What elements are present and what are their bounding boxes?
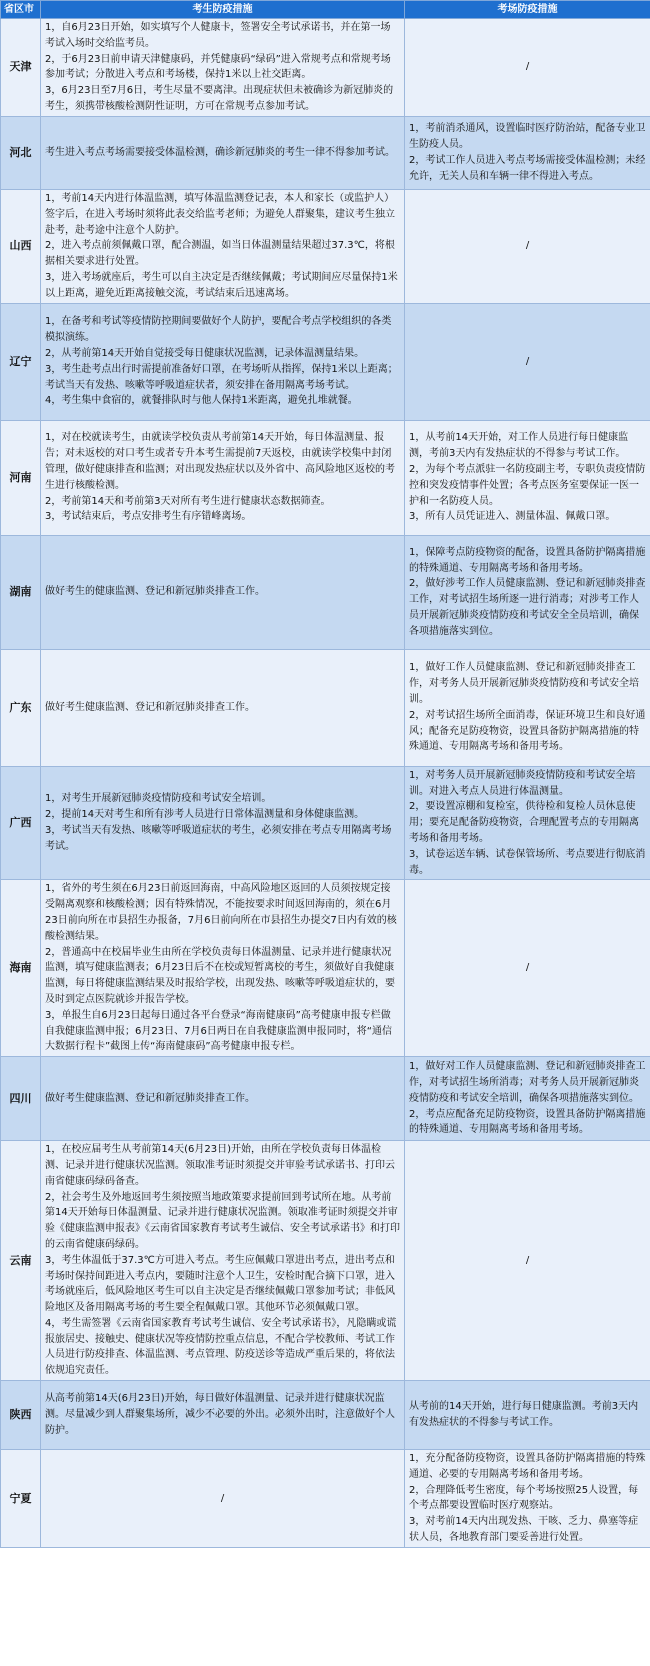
candidate-measures-cell (41, 1381, 405, 1450)
measure-paragraph: 2，进入考点前须佩戴口罩，配合测温，如当日体温测量结果超过37.3℃，将根据相关要求进行处置。 (45, 240, 395, 268)
table-body (1, 19, 650, 1548)
site-measures-cell (405, 116, 650, 189)
measure-paragraph: / (220, 1492, 225, 1504)
candidate-measures-cell (41, 1141, 405, 1381)
measure-paragraph: 2，社会考生及外地返回考生须按照当地政策要求提前回到考试所在地。从考前第14天开始每日体温测量、记录并进行健康状况监测。领取准考证时须提交并审验《健康监测申报表》《云南省国家教育考试考生诚信、安全考试承诺书》和打印的云南省健康码绿码。 (45, 1191, 400, 1250)
measure-paragraph: 1，考前14天内进行体温监测，填写体温监测登记表，本人和家长（或监护人）签字后，在进入考场时须将此表交给监考老师；为避免人群聚集，建议考生独立赴考，赴考途中注意个人防护。 (45, 192, 395, 236)
province-cell: 天津 (1, 19, 41, 117)
site-measures-cell (405, 535, 650, 649)
province-cell: 广东 (1, 649, 41, 766)
measure-paragraph: 2，考试工作人员进入考点考场需接受体温检测；未经允许，无关人员和车辆一律不得进入考点。 (409, 154, 646, 182)
site-measures-cell (405, 649, 650, 766)
measure-paragraph: 1，做好工作人员健康监测、登记和新冠肺炎排查工作，对考务人员开展新冠肺炎疫情防疫和考试安全培训。 (409, 662, 639, 705)
measure-paragraph: / (525, 962, 530, 974)
table-row (1, 1450, 650, 1548)
measure-paragraph: 1，考前消杀通风，设置临时医疗防治站，配备专业卫生防疫人员。 (409, 123, 646, 150)
table-row (1, 1141, 650, 1381)
measure-paragraph: 1，在校应届考生从考前第14天(6月23日)开始，由所在学校负责每日体温检测、记录并进行健康状况监测。领取准考证时须提交并审验考试承诺书、打印云南省健康码绿码备查。 (45, 1144, 395, 1187)
candidate-measures-cell (41, 116, 405, 189)
candidate-measures-cell (41, 189, 405, 303)
header-candidate-measures: 考生防疫措施 (41, 1, 405, 19)
measure-paragraph: 2，普通高中在校届毕业生由所在学校负责每日体温测量、记录并进行健康状况监测，填写健康监测表；6月23日后不在校或短暂离校的考生，须做好自我健康监测，每日将健康监测结果及时报给学校，出现发热、咳嗽等呼吸道症状的，要及时到定点医院就诊并报告学校。 (45, 946, 395, 1005)
measure-paragraph: 1，充分配备防疫物资，设置具备防护隔离措施的特殊通道、必要的专用隔离考场和备用考场。 (409, 1453, 646, 1480)
measure-paragraph: / (525, 61, 530, 73)
measure-paragraph: 4，考生集中食宿的，就餐排队时与他人保持1米距离，避免扎堆就餐。 (45, 395, 358, 407)
site-measures-cell (405, 189, 650, 303)
table-row (1, 19, 650, 117)
site-measures-cell (405, 1450, 650, 1548)
table-row (1, 649, 650, 766)
measure-paragraph: 2，考点应配备充足防疫物资，设置具备防护隔离措施的特殊通道、专用隔离考场和备用考场。 (409, 1108, 646, 1136)
measure-paragraph: 3，对考前14天内出现发热、干咳、乏力、鼻塞等症状人员，各地教育部门要妥善进行处置。 (409, 1516, 639, 1544)
site-measures-cell (405, 880, 650, 1057)
table-row (1, 303, 650, 420)
measure-paragraph: 3，考试结束后，考点安排考生有序错峰离场。 (45, 511, 252, 523)
measure-paragraph: 考生进入考点考场需要接受体温检测，确诊新冠肺炎的考生一律不得参加考试。 (45, 146, 395, 158)
candidate-measures-cell (41, 303, 405, 420)
measure-paragraph: / (525, 355, 530, 367)
province-cell: 云南 (1, 1141, 41, 1381)
measure-paragraph: 3，6月23日至7月6日，考生尽量不要离津。出现症状但未被确诊为新冠肺炎的考生，须携带核酸检测阴性证明，方可在常规考点参加考试。 (45, 85, 394, 112)
measure-paragraph: 3，考试当天有发热、咳嗽等呼吸道症状的考生，必须安排在考点专用隔离考场考试。 (45, 825, 392, 852)
measure-paragraph: 做好考生的健康监测、登记和新冠肺炎排查工作。 (45, 586, 265, 598)
measure-paragraph: 2，做好涉考工作人员健康监测、登记和新冠肺炎排查工作，对考试招生场所逐一进行消毒；对涉考工作人员开展新冠肺炎疫情防疫和考试安全全员培训，确保各项措施落实到位。 (409, 578, 646, 637)
measure-paragraph: 2，为每个考点派驻一名防疫副主考，专职负责疫情防控和突发疫情事件处置；各考点医务室要保证一医一护和一名防疫人员。 (409, 463, 646, 507)
measure-paragraph: 从考前的14天开始，进行每日健康监测。考前3天内有发热症状的不得参与考试工作。 (409, 1401, 639, 1429)
measure-paragraph: 3，所有人员凭证进入、测量体温、佩戴口罩。 (409, 511, 616, 523)
measure-paragraph: / (525, 1254, 530, 1266)
measure-paragraph: 2，提前14天对考生和所有涉考人员进行日常体温测量和身体健康监测。 (45, 809, 365, 821)
measure-paragraph: 2，从考前第14天开始自觉接受每日健康状况监测，记录体温测量结果。 (45, 347, 365, 359)
site-measures-cell (405, 1057, 650, 1141)
measure-paragraph: 3，考生体温低于37.3℃方可进入考点。考生应佩戴口罩进出考点，进出考点和考场时保持间距进入考点内，要随时注意个人卫生，安检时配合摘下口罩，进入考场就座后，低风险地区考生可以自主决定是否继续佩戴口罩参加考试；非低风险地区及备用隔离考场的考生要全程佩戴口罩。其他环节必须佩戴口罩。 (45, 1254, 395, 1314)
table-row (1, 420, 650, 535)
site-measures-cell (405, 1381, 650, 1450)
candidate-measures-cell (41, 19, 405, 117)
measure-paragraph: 3，单报生自6月23日起每日通过各平台登录“海南健康码”高考健康申报专栏做自我健康监测申报；6月23日、7月6日两日在自我健康监测申报同时，将“通信大数据行程卡”截图上传“海南健康码”高考健康申报专栏。 (45, 1009, 392, 1053)
candidate-measures-cell (41, 1057, 405, 1141)
measure-paragraph: 1，在备考和考试等疫情防控期间要做好个人防护，要配合考点学校组织的各类模拟演练。 (45, 316, 392, 344)
candidate-measures-cell (41, 420, 405, 535)
measure-paragraph: 1，保障考点防疫物资的配备，设置具备防护隔离措施的特殊通道、专用隔离考场和备用考场。 (409, 546, 646, 574)
measure-paragraph: 4，考生需签署《云南省国家教育考试考生诚信、安全考试承诺书》，凡隐瞒或谎报旅居史、接触史、健康状况等疫情防控重点信息，不配合学校教师、考试工作人员进行防疫排查、体温监测、考点管理、防疫送诊等造成严重后果的，将依法依规追究责任。 (45, 1317, 397, 1377)
province-cell: 广西 (1, 766, 41, 880)
province-cell: 宁夏 (1, 1450, 41, 1548)
measure-paragraph: 2，合理降低考生密度，每个考场按照25人设置，每个考点都要设置临时医疗观察站。 (409, 1484, 639, 1512)
candidate-measures-cell (41, 766, 405, 880)
table-row (1, 189, 650, 303)
measure-paragraph: 2，考前第14天和考前第3天对所有考生进行健康状态数据筛查。 (45, 495, 331, 507)
header-province: 省区市 (1, 1, 41, 19)
candidate-measures-cell (41, 1450, 405, 1548)
province-cell: 河南 (1, 420, 41, 535)
measure-paragraph: 1，省外的考生须在6月23日前返回海南，中高风险地区返回的人员须按规定接受隔离观察和核酸检测；因有特殊情况，不能按要求时间返回海南的，须在6月23日前向所在市县招生办报备，7月6日前向所在市县招生办提交7日内有效的核酸检测结果。 (45, 883, 397, 942)
measure-paragraph: 3，进入考场就座后，考生可以自主决定是否继续佩戴；考试期间应尽量保持1米以上距离，避免近距离接触交流，考试结束后迅速离场。 (45, 271, 398, 299)
measure-paragraph: 2，于6月23日前申请天津健康码，并凭健康码“绿码”进入常规考点和常规考场参加考试；分散进入考点和考场楼，保持1米以上社交距离。 (45, 53, 391, 81)
measure-paragraph: / (525, 240, 530, 252)
site-measures-cell (405, 19, 650, 117)
province-cell: 山西 (1, 189, 41, 303)
table-row (1, 116, 650, 189)
table-row (1, 880, 650, 1057)
header-site-measures: 考场防疫措施 (405, 1, 650, 19)
candidate-measures-cell (41, 535, 405, 649)
table-row (1, 535, 650, 649)
measure-paragraph: 1，自6月23日开始，如实填写个人健康卡，签署安全考试承诺书，并在第一场考试入场时交给监考员。 (45, 22, 391, 49)
province-cell: 陕西 (1, 1381, 41, 1450)
header-row (1, 1, 650, 19)
measure-paragraph: 1，对考务人员开展新冠肺炎疫情防疫和考试安全培训。对进入考点人员进行体温测量。 (409, 769, 636, 797)
province-cell: 河北 (1, 116, 41, 189)
measure-paragraph: 1，对在校就读考生，由就读学校负责从考前第14天开始，每日体温测量、报告；对未返校的对口考生或者专升本考生需提前7天返校，由就读学校集中封闭管理，做好健康排查和监测；对出现发热症状以及外省中、高风险地区返校的考生进行核酸检测。 (45, 432, 395, 491)
province-cell: 海南 (1, 880, 41, 1057)
table-row (1, 1381, 650, 1450)
measure-paragraph: 3，试卷运送车辆、试卷保管场所、考点要进行彻底消毒。 (409, 848, 646, 876)
measure-paragraph: 2，要设置凉棚和复检室，供待检和复检人员休息使用；要充足配备防疫物资，合理配置考点的专用隔离考场和备用考场。 (409, 801, 639, 844)
measure-paragraph: 做好考生健康监测、登记和新冠肺炎排查工作。 (45, 701, 255, 713)
site-measures-cell (405, 766, 650, 880)
measure-paragraph: 从高考前第14天(6月23日)开始，每日做好体温测量、记录并进行健康状况监测。尽量减少到人群聚集场所，减少不必要的外出。必须外出时，注意做好个人防护。 (45, 1393, 395, 1436)
candidate-measures-cell (41, 880, 405, 1057)
table-row (1, 766, 650, 880)
province-cell: 四川 (1, 1057, 41, 1141)
measure-paragraph: 1，对考生开展新冠肺炎疫情防疫和考试安全培训。 (45, 793, 272, 805)
province-cell: 湖南 (1, 535, 41, 649)
site-measures-cell (405, 1141, 650, 1381)
province-cell: 辽宁 (1, 303, 41, 420)
measure-paragraph: 1，从考前14天开始，对工作人员进行每日健康监测，考前3天内有发热症状的不得参与考试工作。 (409, 432, 629, 460)
table-row (1, 1057, 650, 1141)
measure-paragraph: 2，对考试招生场所全面消毒，保证环境卫生和良好通风；配备充足防疫物资，设置具备防护隔离措施的特殊通道、专用隔离考场和备用考场。 (409, 709, 646, 753)
measure-paragraph: 1，做好对工作人员健康监测、登记和新冠肺炎排查工作，对考试招生场所消毒；对考务人员开展新冠肺炎疫情防疫和考试安全培训，确保各项措施落实到位。 (409, 1061, 646, 1104)
measure-paragraph: 3，考生赴考点出行时需提前准备好口罩，在考场听从指挥，保持1米以上距离；考试当天有发热、咳嗽等呼吸道症状者，须安排在备用隔离考场考试。 (45, 363, 398, 391)
site-measures-cell (405, 420, 650, 535)
candidate-measures-cell (41, 649, 405, 766)
measure-paragraph: 做好考生健康监测、登记和新冠肺炎排查工作。 (45, 1092, 255, 1104)
site-measures-cell (405, 303, 650, 420)
